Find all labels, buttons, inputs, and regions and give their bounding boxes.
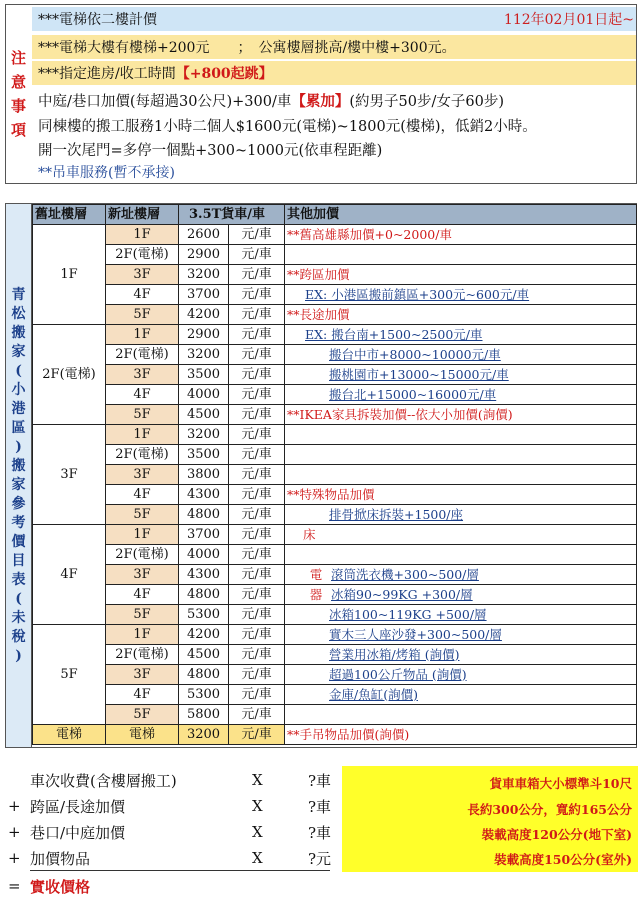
extra-charge-cell: 超過100公斤物品 (詢價) bbox=[285, 665, 637, 685]
price-table bbox=[32, 204, 637, 745]
notice-row-labor bbox=[32, 113, 636, 137]
unit-cell: 元/車 bbox=[229, 345, 285, 365]
price-cell: 2600 bbox=[179, 225, 229, 245]
price-table-title bbox=[6, 204, 32, 747]
extra-charge-cell: 搬台中市+8000~10000元/車 bbox=[285, 345, 637, 365]
notice-courtyard-text: 中庭/巷口加價(每超過30公尺)+300/車 bbox=[38, 93, 292, 110]
unit-cell: 元/車 bbox=[229, 425, 285, 445]
price-cell: 3200 bbox=[179, 345, 229, 365]
effective-date: 112年02月01日起~ bbox=[503, 12, 634, 28]
notice-side-char: 項 bbox=[10, 121, 26, 139]
notice-side-char: 意 bbox=[10, 73, 26, 91]
category-appliance-label: 電 bbox=[309, 566, 323, 582]
price-cell: 4000 bbox=[179, 385, 229, 405]
unit-cell: 元/車 bbox=[229, 685, 285, 705]
table-row bbox=[33, 225, 637, 245]
table-row bbox=[33, 265, 637, 285]
unit-cell: 元/車 bbox=[229, 705, 285, 725]
sidebar-title-char: 表 bbox=[11, 571, 26, 588]
extra-charge-cell bbox=[285, 245, 637, 265]
summary-row bbox=[8, 768, 338, 792]
price-cell: 4300 bbox=[179, 565, 229, 585]
summary-label: 車次收費(含樓層搬工) bbox=[30, 771, 177, 790]
price-cell: 4500 bbox=[179, 405, 229, 425]
summary-total-op: = bbox=[8, 877, 21, 895]
old-floor-cell: 3F bbox=[33, 425, 106, 525]
unit-cell: 元/車 bbox=[229, 405, 285, 425]
price-cell: 4800 bbox=[179, 585, 229, 605]
new-floor-cell: 4F bbox=[106, 485, 179, 505]
price-cell: 3500 bbox=[179, 365, 229, 385]
truck-info-line: 裝載高度150公分(室外) bbox=[494, 852, 632, 867]
extra-charge-cell bbox=[285, 525, 637, 545]
unit-cell: 元/車 bbox=[229, 645, 285, 665]
table-row bbox=[33, 705, 637, 725]
new-floor-cell: 4F bbox=[106, 385, 179, 405]
new-floor-cell: 3F bbox=[106, 665, 179, 685]
summary-op: + bbox=[8, 797, 21, 815]
extra-charge-cell: **特殊物品加價 bbox=[285, 485, 637, 505]
notice-box bbox=[5, 4, 637, 184]
extra-charge-cell: **舊高雄縣加價+0~2000/車 bbox=[285, 225, 637, 245]
notice-side-char: 事 bbox=[10, 97, 26, 115]
elevator-row bbox=[33, 725, 637, 745]
unit-cell: 元/車 bbox=[229, 285, 285, 305]
new-floor-cell: 2F(電梯) bbox=[106, 645, 179, 665]
extra-charge-text: 滾筒洗衣機+300~500/層 bbox=[331, 566, 479, 582]
new-floor-cell: 2F(電梯) bbox=[106, 245, 179, 265]
sidebar-title-char: 參 bbox=[11, 495, 26, 512]
unit-cell: 元/車 bbox=[229, 545, 285, 565]
table-row bbox=[33, 425, 637, 445]
summary-x: X bbox=[252, 823, 263, 841]
extra-charge-cell: **IKEA家具拆裝加價--依大小加價(詢價) bbox=[285, 405, 637, 425]
unit-cell: 元/車 bbox=[229, 265, 285, 285]
table-row bbox=[33, 685, 637, 705]
unit-cell: 元/車 bbox=[229, 585, 285, 605]
new-floor-cell: 3F bbox=[106, 565, 179, 585]
elevator-note-cell: **手吊物品加價(詢價) bbox=[285, 725, 637, 745]
notice-row-stairs bbox=[32, 35, 636, 59]
header-extra: 其他加價 bbox=[285, 205, 637, 225]
price-cell: 3200 bbox=[179, 265, 229, 285]
summary-x: X bbox=[252, 771, 263, 789]
new-floor-cell: 1F bbox=[106, 325, 179, 345]
notice-elevator-text: ***電梯依二樓計價 bbox=[38, 12, 157, 28]
table-row bbox=[33, 305, 637, 325]
unit-cell: 元/車 bbox=[229, 605, 285, 625]
table-row bbox=[33, 485, 637, 505]
new-floor-cell: 5F bbox=[106, 605, 179, 625]
table-row bbox=[33, 445, 637, 465]
price-cell: 3700 bbox=[179, 285, 229, 305]
notice-labor-text: 同棟樓的搬工服務1小時二個人$1600元(電梯)~1800元(樓梯)，低銷2小時。 bbox=[38, 118, 537, 135]
notice-row-tailgate bbox=[32, 138, 636, 160]
sidebar-title-char: 未 bbox=[11, 609, 26, 626]
sidebar-title-char: 家 bbox=[11, 476, 26, 493]
summary-label: 加價物品 bbox=[30, 849, 91, 868]
elevator-price-cell: 3200 bbox=[179, 725, 229, 745]
table-row bbox=[33, 245, 637, 265]
sidebar-title-char: 區 bbox=[11, 419, 26, 436]
extra-charge-cell bbox=[285, 425, 637, 445]
truck-info-line: 裝載高度120公分(地下室) bbox=[481, 827, 632, 842]
sidebar-title-char: 價 bbox=[11, 533, 26, 550]
extra-charge-cell bbox=[285, 445, 637, 465]
notice-stairs-text: ***電梯大樓有樓梯+200元 ； 公寓樓層挑高/樓中樓+300元。 bbox=[38, 40, 456, 56]
table-header-row bbox=[33, 205, 637, 225]
new-floor-cell: 5F bbox=[106, 505, 179, 525]
summary-op: + bbox=[8, 849, 21, 867]
summary-row bbox=[8, 846, 338, 870]
header-truck-price: 3.5T貨車/車 bbox=[179, 205, 285, 225]
notice-courtyard-highlight: 【累加】 bbox=[291, 92, 350, 110]
summary-label: 跨區/長途加價 bbox=[30, 797, 126, 816]
extra-charge-cell bbox=[285, 545, 637, 565]
table-row bbox=[33, 565, 637, 585]
unit-cell: 元/車 bbox=[229, 445, 285, 465]
unit-cell: 元/車 bbox=[229, 225, 285, 245]
notice-side-char: 注 bbox=[10, 49, 26, 67]
table-row bbox=[33, 545, 637, 565]
notice-row-time bbox=[32, 61, 636, 85]
new-floor-cell: 1F bbox=[106, 625, 179, 645]
sidebar-title-char: 目 bbox=[11, 552, 26, 569]
table-row bbox=[33, 345, 637, 365]
price-cell: 3500 bbox=[179, 445, 229, 465]
price-table-panel bbox=[5, 203, 637, 748]
extra-charge-cell bbox=[285, 465, 637, 485]
price-cell: 4200 bbox=[179, 305, 229, 325]
new-floor-cell: 2F(電梯) bbox=[106, 445, 179, 465]
header-new-floor: 新址樓層 bbox=[106, 205, 179, 225]
table-row bbox=[33, 405, 637, 425]
unit-cell: 元/車 bbox=[229, 565, 285, 585]
old-floor-cell: 1F bbox=[33, 225, 106, 325]
price-cell: 5300 bbox=[179, 605, 229, 625]
sidebar-title-char: 青 bbox=[11, 286, 26, 303]
unit-cell: 元/車 bbox=[229, 625, 285, 645]
unit-cell: 元/車 bbox=[229, 465, 285, 485]
new-floor-cell: 5F bbox=[106, 405, 179, 425]
summary-x: X bbox=[252, 849, 263, 867]
notice-courtyard-note: (約男子50步/女子60步) bbox=[349, 93, 504, 110]
table-row bbox=[33, 465, 637, 485]
price-cell: 4500 bbox=[179, 645, 229, 665]
price-cell: 5300 bbox=[179, 685, 229, 705]
price-cell: 4800 bbox=[179, 665, 229, 685]
category-bed-label: 床 bbox=[303, 526, 316, 542]
unit-cell: 元/車 bbox=[229, 505, 285, 525]
category-appliance-label: 器 bbox=[309, 586, 323, 602]
new-floor-cell: 1F bbox=[106, 425, 179, 445]
unit-cell: 元/車 bbox=[229, 525, 285, 545]
table-row bbox=[33, 585, 637, 605]
price-cell: 4800 bbox=[179, 505, 229, 525]
notice-row-courtyard bbox=[32, 88, 636, 112]
extra-charge-cell: 金庫/魚缸(詢價) bbox=[285, 685, 637, 705]
notice-row-crane bbox=[32, 161, 636, 183]
new-floor-cell: 3F bbox=[106, 265, 179, 285]
price-cell: 3200 bbox=[179, 425, 229, 445]
notice-time-text: ***指定進房/收工時間 bbox=[38, 66, 176, 82]
sidebar-title-char: 搬 bbox=[11, 324, 26, 341]
unit-cell: 元/車 bbox=[229, 485, 285, 505]
extra-charge-cell: 營業用冰箱/烤箱 (詢價) bbox=[285, 645, 637, 665]
summary-divider bbox=[30, 870, 330, 871]
summary-qty: ?車 bbox=[308, 823, 332, 842]
new-floor-cell: 1F bbox=[106, 525, 179, 545]
table-row bbox=[33, 385, 637, 405]
extra-charge-cell: 冰箱100~119KG +500/層 bbox=[285, 605, 637, 625]
summary-total-label: 實收價格 bbox=[30, 877, 91, 896]
table-row bbox=[33, 365, 637, 385]
summary-label: 巷口/中庭加價 bbox=[30, 823, 126, 842]
summary-op: + bbox=[8, 823, 21, 841]
sidebar-title-char: ( bbox=[15, 590, 22, 607]
unit-cell: 元/車 bbox=[229, 305, 285, 325]
notice-side-label bbox=[6, 5, 31, 183]
sidebar-title-char: 松 bbox=[11, 305, 26, 322]
price-cell: 3800 bbox=[179, 465, 229, 485]
extra-charge-cell: 搬桃園市+13000~15000元/車 bbox=[285, 365, 637, 385]
new-floor-cell: 1F bbox=[106, 225, 179, 245]
table-row bbox=[33, 325, 637, 345]
summary-x: X bbox=[252, 797, 263, 815]
elevator-new-cell: 電梯 bbox=[106, 725, 179, 745]
table-row bbox=[33, 605, 637, 625]
price-cell: 2900 bbox=[179, 325, 229, 345]
notice-tailgate-text: 開一次尾門=多停一個點+300~1000元(依車程距離) bbox=[38, 142, 383, 159]
sidebar-title-char: ( bbox=[15, 362, 22, 379]
new-floor-cell: 2F(電梯) bbox=[106, 545, 179, 565]
summary-row bbox=[8, 820, 338, 844]
summary-qty: ?車 bbox=[308, 797, 332, 816]
extra-charge-cell: **長途加價 bbox=[285, 305, 637, 325]
truck-info-line: 長約300公分，寬約165公分 bbox=[467, 802, 632, 817]
notice-row-elevator bbox=[32, 7, 636, 31]
new-floor-cell: 3F bbox=[106, 365, 179, 385]
extra-charge-cell bbox=[285, 565, 637, 585]
extra-charge-cell: 實木三人座沙發+300~500/層 bbox=[285, 625, 637, 645]
price-cell: 2900 bbox=[179, 245, 229, 265]
table-row bbox=[33, 285, 637, 305]
extra-charge-cell: EX: 搬台南+1500~2500元/車 bbox=[285, 325, 637, 345]
price-cell: 4200 bbox=[179, 625, 229, 645]
price-cell: 3700 bbox=[179, 525, 229, 545]
unit-cell: 元/車 bbox=[229, 325, 285, 345]
notice-crane-text: **吊車服務(暫不承接) bbox=[38, 165, 175, 181]
new-floor-cell: 5F bbox=[106, 305, 179, 325]
summary-qty: ?車 bbox=[308, 771, 332, 790]
summary-row bbox=[8, 794, 338, 818]
table-row bbox=[33, 625, 637, 645]
extra-charge-cell: EX: 小港區搬前鎮區+300元~600元/車 bbox=[285, 285, 637, 305]
sidebar-title-char: 小 bbox=[11, 381, 26, 398]
elevator-unit-cell: 元/車 bbox=[229, 725, 285, 745]
summary-qty: ?元 bbox=[308, 849, 332, 868]
extra-charge-cell bbox=[285, 705, 637, 725]
old-floor-cell: 4F bbox=[33, 525, 106, 625]
new-floor-cell: 4F bbox=[106, 685, 179, 705]
truck-info-line: 貨車車箱大小標準斗10尺 bbox=[489, 776, 632, 791]
sidebar-title-char: ) bbox=[15, 438, 22, 455]
old-floor-cell: 5F bbox=[33, 625, 106, 725]
elevator-old-cell: 電梯 bbox=[33, 725, 106, 745]
new-floor-cell: 2F(電梯) bbox=[106, 345, 179, 365]
price-cell: 4000 bbox=[179, 545, 229, 565]
new-floor-cell: 5F bbox=[106, 705, 179, 725]
extra-charge-text: 冰箱90~99KG +300/層 bbox=[331, 586, 473, 602]
extra-charge-cell: **跨區加價 bbox=[285, 265, 637, 285]
summary-total-row bbox=[8, 874, 338, 898]
price-cell: 4300 bbox=[179, 485, 229, 505]
extra-charge-cell bbox=[285, 585, 637, 605]
unit-cell: 元/車 bbox=[229, 385, 285, 405]
sidebar-title-char: 考 bbox=[11, 514, 26, 531]
notice-time-surcharge: 【+800起跳】 bbox=[175, 66, 273, 82]
unit-cell: 元/車 bbox=[229, 245, 285, 265]
extra-charge-cell: 搬台北+15000~16000元/車 bbox=[285, 385, 637, 405]
table-row bbox=[33, 645, 637, 665]
sidebar-title-char: 家 bbox=[11, 343, 26, 360]
price-cell: 5800 bbox=[179, 705, 229, 725]
sidebar-title-char: 稅 bbox=[11, 628, 26, 645]
table-row bbox=[33, 505, 637, 525]
old-floor-cell: 2F(電梯) bbox=[33, 325, 106, 425]
new-floor-cell: 4F bbox=[106, 285, 179, 305]
unit-cell: 元/車 bbox=[229, 365, 285, 385]
table-row bbox=[33, 665, 637, 685]
new-floor-cell: 3F bbox=[106, 465, 179, 485]
unit-cell: 元/車 bbox=[229, 665, 285, 685]
extra-charge-cell: 排骨掀床拆裝+1500/座 bbox=[285, 505, 637, 525]
sidebar-title-char: ) bbox=[15, 647, 22, 664]
header-old-floor: 舊址樓層 bbox=[33, 205, 106, 225]
table-row bbox=[33, 525, 637, 545]
sidebar-title-char: 港 bbox=[11, 400, 26, 417]
truck-info-box bbox=[342, 766, 638, 872]
sidebar-title-char: 搬 bbox=[11, 457, 26, 474]
new-floor-cell: 4F bbox=[106, 585, 179, 605]
